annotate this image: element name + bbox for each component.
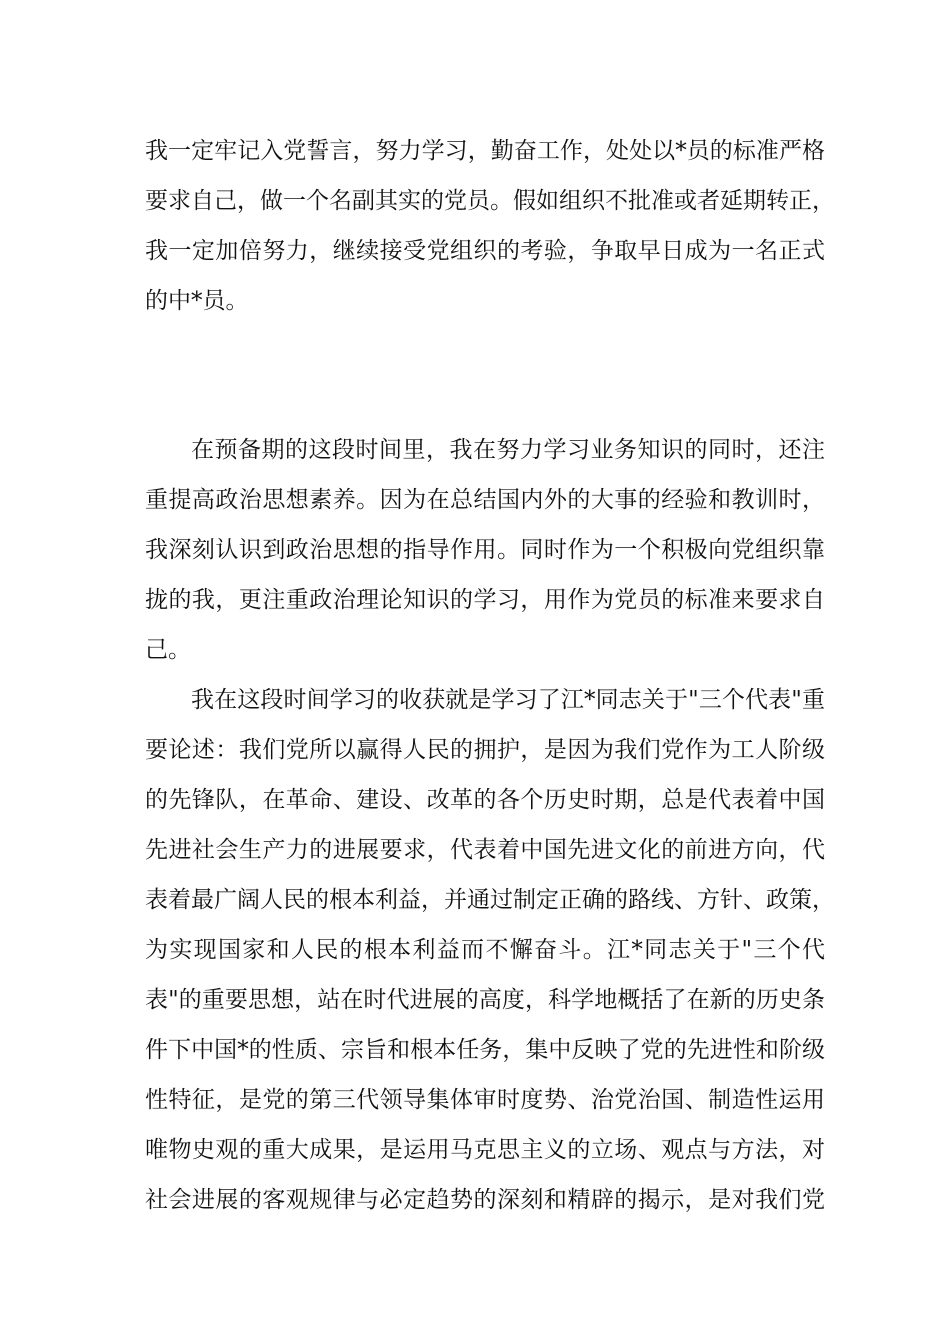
text-line: 己。 <box>145 637 191 663</box>
text-line: 我一定加倍努力，继续接受党组织的考验，争取早日成为一名正式 <box>145 238 825 264</box>
text-line: 要论述：我们党所以赢得人民的拥护，是因为我们党作为工人阶级 <box>145 737 825 763</box>
text-line: 我深刻认识到政治思想的指导作用。同时作为一个积极向党组织靠 <box>145 537 825 563</box>
text-line: 的中*员。 <box>145 288 249 314</box>
text-line: 我在这段时间学习的收获就是学习了江*同志关于"三个代表"重 <box>191 687 825 713</box>
text-line: 重提高政治思想素养。因为在总结国内外的大事的经验和教训时， <box>145 487 825 513</box>
text-line: 表"的重要思想，站在时代进展的高度，科学地概括了在新的历史条 <box>145 987 825 1013</box>
text-line: 先进社会生产力的进展要求，代表着中国先进文化的前进方向，代 <box>145 837 825 863</box>
paragraph-probation-study <box>145 425 825 675</box>
text-line: 我一定牢记入党誓言，努力学习，勤奋工作，处处以*员的标准严格 <box>145 138 825 164</box>
text-line: 的先锋队，在革命、建设、改革的各个历史时期，总是代表着中国 <box>145 787 825 813</box>
text-line: 性特征，是党的第三代领导集体审时度势、治党治国、制造性运用 <box>145 1087 825 1113</box>
text-line: 表着最广阔人民的根本利益，并通过制定正确的路线、方针、政策， <box>145 887 835 913</box>
text-line: 为实现国家和人民的根本利益而不懈奋斗。江*同志关于"三个代 <box>145 937 825 963</box>
text-line: 在预备期的这段时间里，我在努力学习业务知识的同时，还注 <box>191 437 825 463</box>
paragraph-oath <box>145 126 835 326</box>
text-line: 社会进展的客观规律与必定趋势的深刻和精辟的揭示，是对我们党 <box>145 1187 825 1213</box>
text-line: 拢的我，更注重政治理论知识的学习，用作为党员的标准来要求自 <box>145 587 825 613</box>
paragraph-three-represents <box>145 675 835 1225</box>
text-line: 唯物史观的重大成果，是运用马克思主义的立场、观点与方法，对 <box>145 1137 825 1163</box>
text-line: 要求自己，做一个名副其实的党员。假如组织不批准或者延期转正， <box>145 188 835 214</box>
text-line: 件下中国*的性质、宗旨和根本任务，集中反映了党的先进性和阶级 <box>145 1037 825 1063</box>
